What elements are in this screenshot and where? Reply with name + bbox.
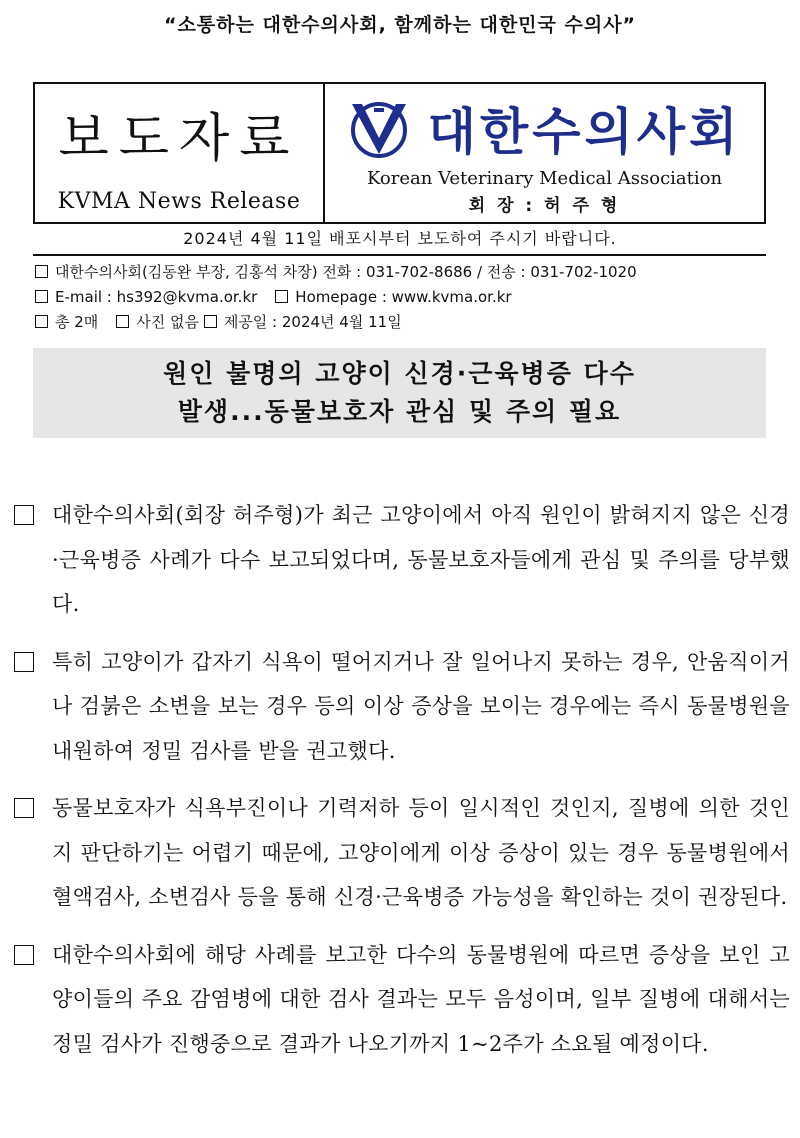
checkbox-bullet-icon	[14, 945, 34, 965]
checkbox-bullet-icon	[14, 505, 34, 525]
contact-row-web	[35, 285, 637, 310]
contact-homepage[interactable]: Homepage : www.kvma.or.kr	[295, 288, 512, 306]
checkbox-bullet-icon	[14, 798, 34, 818]
president-name: 회 장 : 허 주 형	[468, 196, 621, 216]
embargo-notice: 2024년 4월 11일 배포시부터 보도하여 주시기 바랍니다.	[183, 229, 617, 248]
checkbox-icon	[204, 315, 217, 328]
kvma-logo-icon	[348, 98, 410, 158]
checkbox-icon	[116, 315, 129, 328]
headline-line-1: 원인 불명의 고양이 신경·근육병증 다수	[163, 359, 636, 388]
paragraph-text: 대한수의사회에 해당 사례를 보고한 다수의 동물병원에 따르면 증상을 보인 고양이들의 주요 감염병에 대한 검사 결과는 모두 음성이며, 일부 질병에 대해서는 정밀 검사가 진행중으로 결과가 나오기까지 1~2주가 소요될 예정이다.	[52, 942, 790, 1056]
press-title-block	[35, 84, 325, 222]
checkbox-icon	[35, 315, 48, 328]
org-block	[325, 84, 764, 222]
contact-info	[35, 260, 637, 335]
checkbox-icon	[275, 290, 288, 303]
headline-line-2: 발생...동물보호자 관심 및 주의 필요	[177, 397, 622, 426]
contact-row-meta	[35, 310, 637, 335]
checkbox-bullet-icon	[14, 652, 34, 672]
contact-row-phone	[35, 260, 637, 285]
article-body	[14, 493, 790, 1079]
checkbox-icon	[35, 265, 48, 278]
org-name-en: Korean Veterinary Medical Association	[366, 168, 723, 189]
paragraph-text: 동물보호자가 식욕부진이나 기력저하 등이 일시적인 것인지, 질병에 의한 것인지 판단하기는 어렵기 때문에, 고양이에게 이상 증상이 있는 경우 동물병원에서 혈액검사, 소변검사 등을 통해 신경·근육병증 가능성을 확인하는 것이 권장된다.	[52, 796, 790, 909]
contact-phone: 대한수의사회(김동완 부장, 김홍석 차장) 전화 : 031-702-8686 / 전송 : 031-702-1020	[55, 263, 637, 281]
slogan: “소통하는 대한수의사회, 함께하는 대한민국 수의사”	[163, 14, 637, 36]
paragraph-text: 대한수의사회(회장 허주형)가 최근 고양이에서 아직 원인이 밝혀지지 않은 신경·근육병증 사례가 다수 보고되었다며, 동물보호자들에게 관심 및 주의를 당부했다.	[52, 503, 790, 616]
contact-email[interactable]: E-mail : hs392@kvma.or.kr	[55, 288, 258, 306]
release-date: 제공일 : 2024년 4월 11일	[223, 313, 402, 331]
page-count: 총 2매	[55, 313, 99, 331]
press-title: 보도자료	[58, 109, 300, 169]
divider	[33, 254, 766, 256]
press-subtitle: KVMA News Release	[57, 189, 301, 214]
press-header	[33, 82, 766, 224]
paragraph	[14, 933, 790, 1067]
paragraph-text: 특히 고양이가 갑자기 식욕이 떨어지거나 잘 일어나지 못하는 경우, 안움직이거나 검붉은 소변을 보는 경우 등의 이상 증상을 보이는 경우에는 즉시 동물병원을 내원하여 정밀 검사를 받을 권고했다.	[52, 649, 790, 763]
photo-info: 사진 없음	[136, 313, 200, 331]
org-logo-row	[348, 92, 742, 164]
headline	[33, 348, 766, 438]
org-name-ko: 대한수의사회	[427, 103, 742, 161]
checkbox-icon	[35, 290, 48, 303]
paragraph	[14, 786, 790, 920]
paragraph	[14, 493, 790, 627]
paragraph	[14, 640, 790, 774]
